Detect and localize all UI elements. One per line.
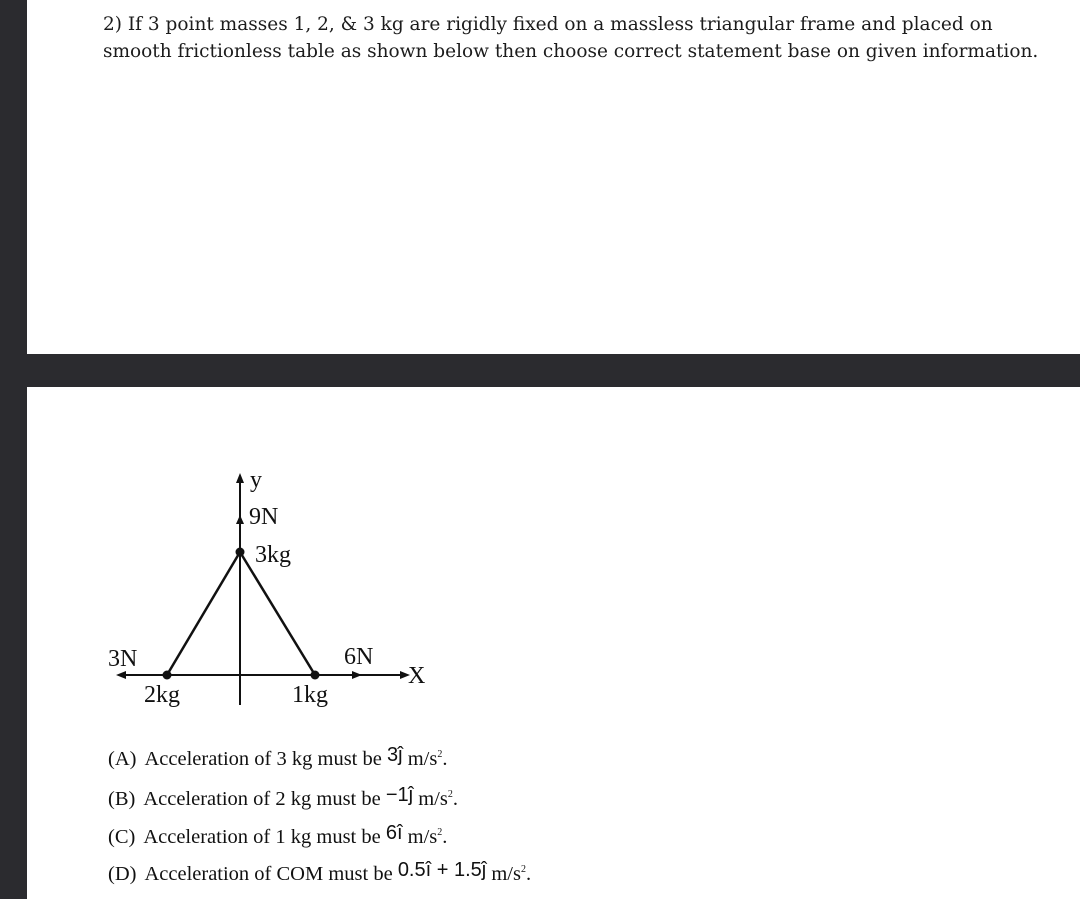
option-unit: m/s [418, 788, 448, 810]
y-axis-arrowhead [236, 473, 244, 483]
question-line-1: 2) If 3 point masses 1, 2, & 3 kg are rigidly fixed on a massless triangular frame and placed on [103, 14, 993, 35]
force-6n-arrow [352, 671, 362, 679]
option-end: . [525, 863, 532, 885]
y-axis-label: y [250, 467, 262, 493]
option-unit: m/s [491, 863, 521, 885]
force-3n-label: 3N [108, 646, 138, 672]
force-3n-arrow [116, 671, 126, 679]
frame-left-edge [167, 552, 240, 675]
mass-1kg-label: 1kg [292, 682, 328, 708]
option-value: 0.5î + 1.5ĵ [397, 859, 487, 881]
option-unit-exponent: 2 [437, 749, 443, 761]
option-unit: m/s [407, 748, 438, 770]
option-end: . [452, 788, 458, 810]
section-separator [27, 354, 1080, 387]
option-text: Acceleration of 3 kg must be [144, 748, 382, 770]
option-letter: (D) [108, 863, 137, 885]
option-text: Acceleration of 2 kg must be [143, 788, 381, 810]
option-b [108, 784, 458, 811]
frame-right-edge [240, 552, 315, 675]
mass-3kg-point [236, 548, 245, 557]
force-9n-label: 9N [249, 504, 279, 530]
question-text [103, 11, 1063, 65]
question-line-2: smooth frictionless table as shown below then choose correct statement base on given information. [103, 41, 1039, 62]
mass-3kg-label: 3kg [255, 542, 291, 568]
option-unit-exponent: 2 [437, 827, 443, 839]
option-d [108, 859, 532, 886]
option-value: −1ĵ [385, 784, 414, 806]
option-unit: m/s [407, 826, 438, 848]
triangle-frame-diagram [100, 460, 440, 720]
mass-2kg-point [163, 671, 172, 680]
option-end: . [442, 826, 448, 848]
option-letter: (C) [108, 826, 136, 848]
force-9n-arrow [236, 515, 244, 524]
option-c [108, 822, 448, 849]
option-value: 6î [385, 822, 403, 844]
option-text: Acceleration of COM must be [144, 863, 393, 885]
option-unit-exponent: 2 [447, 789, 453, 801]
mass-2kg-label: 2kg [144, 682, 180, 708]
option-unit-exponent: 2 [520, 864, 526, 876]
left-sidebar-strip [0, 0, 27, 899]
x-axis-label: X [408, 663, 426, 689]
option-letter: (B) [108, 788, 136, 810]
option-end: . [442, 748, 448, 770]
option-letter: (A) [108, 748, 137, 770]
option-a [108, 744, 448, 771]
option-text: Acceleration of 1 kg must be [143, 826, 381, 848]
force-6n-label: 6N [344, 644, 374, 670]
option-value: 3ĵ [386, 744, 403, 766]
mass-1kg-point [311, 671, 320, 680]
